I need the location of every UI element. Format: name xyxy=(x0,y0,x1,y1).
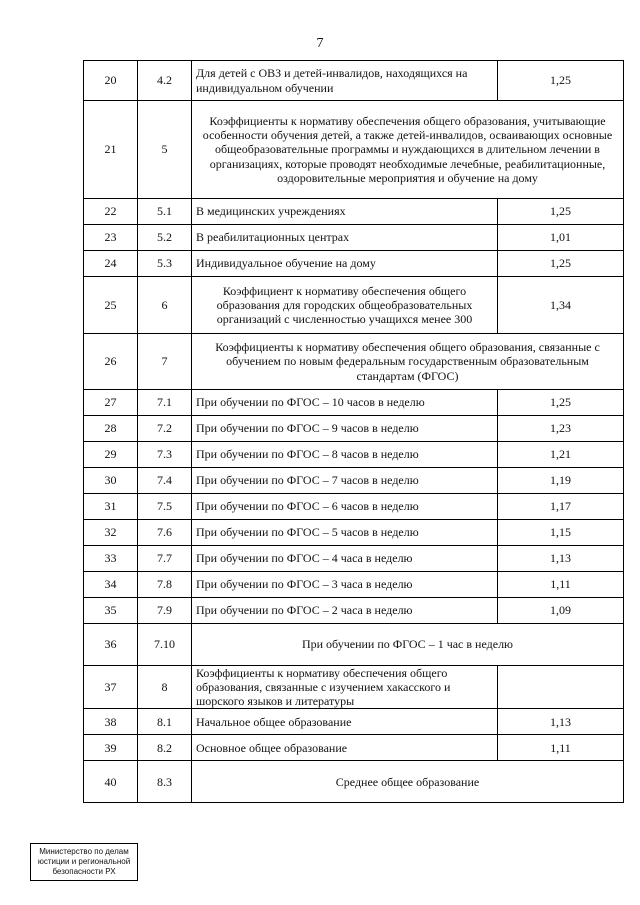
row-value: 1,11 xyxy=(498,572,624,598)
row-description: При обучении по ФГОС – 9 часов в неделю xyxy=(192,416,498,442)
row-code: 7.7 xyxy=(138,546,192,572)
table-row xyxy=(84,761,624,803)
table-row xyxy=(84,520,624,546)
row-value: 1,13 xyxy=(498,709,624,735)
row-number: 30 xyxy=(84,468,138,494)
row-description: В реабилитационных центрах xyxy=(192,225,498,251)
row-code: 8.2 xyxy=(138,735,192,761)
row-value: 1,19 xyxy=(498,468,624,494)
row-value: 1,15 xyxy=(498,520,624,546)
table-row xyxy=(84,598,624,624)
table-row xyxy=(84,735,624,761)
row-code: 7.5 xyxy=(138,494,192,520)
row-code: 4.2 xyxy=(138,61,192,101)
row-code: 7 xyxy=(138,334,192,390)
row-description: Начальное общее образование xyxy=(192,709,498,735)
row-number: 23 xyxy=(84,225,138,251)
row-value: 1,21 xyxy=(498,442,624,468)
table-row xyxy=(84,666,624,709)
row-value: 1,11 xyxy=(498,735,624,761)
table-row xyxy=(84,251,624,277)
table-row xyxy=(84,61,624,101)
row-description: Индивидуальное обучение на дому xyxy=(192,251,498,277)
row-number: 35 xyxy=(84,598,138,624)
table-row xyxy=(84,390,624,416)
row-description: Коэффициенты к нормативу обеспечения общего образования, связанные с изучением хакасского и шорского языков и литературы xyxy=(192,666,498,709)
row-code: 5.2 xyxy=(138,225,192,251)
stamp-line: безопасности РХ xyxy=(52,867,116,876)
row-description: При обучении по ФГОС – 8 часов в неделю xyxy=(192,442,498,468)
registration-stamp xyxy=(30,843,138,881)
row-value: 1,34 xyxy=(498,277,624,334)
row-number: 36 xyxy=(84,624,138,666)
row-value xyxy=(498,666,624,709)
stamp-line: Министерство по делам xyxy=(39,847,129,856)
row-code: 8 xyxy=(138,666,192,709)
row-description: При обучении по ФГОС – 2 часа в неделю xyxy=(192,598,498,624)
table-row xyxy=(84,334,624,390)
table-row xyxy=(84,442,624,468)
row-value: 1,25 xyxy=(498,251,624,277)
row-code: 5.1 xyxy=(138,199,192,225)
row-code: 7.1 xyxy=(138,390,192,416)
row-code: 7.6 xyxy=(138,520,192,546)
row-code: 5.3 xyxy=(138,251,192,277)
table-row xyxy=(84,546,624,572)
row-value: 1,01 xyxy=(498,225,624,251)
row-value: 1,25 xyxy=(498,61,624,101)
row-value: 1,09 xyxy=(498,598,624,624)
row-number: 24 xyxy=(84,251,138,277)
table-row xyxy=(84,101,624,199)
row-code: 7.2 xyxy=(138,416,192,442)
row-number: 27 xyxy=(84,390,138,416)
stamp-line: юстиции и региональной xyxy=(37,857,131,866)
row-description: В медицинских учреждениях xyxy=(192,199,498,225)
row-number: 29 xyxy=(84,442,138,468)
row-number: 31 xyxy=(84,494,138,520)
row-value: 1,17 xyxy=(498,494,624,520)
row-code: 7.9 xyxy=(138,598,192,624)
row-description: Для детей с ОВЗ и детей-инвалидов, находящихся на индивидуальном обучении xyxy=(192,61,498,101)
row-value: 1,25 xyxy=(498,199,624,225)
row-description: При обучении по ФГОС – 3 часа в неделю xyxy=(192,572,498,598)
row-number: 38 xyxy=(84,709,138,735)
row-description: При обучении по ФГОС – 7 часов в неделю xyxy=(192,468,498,494)
page-number: 7 xyxy=(316,36,324,51)
row-number: 20 xyxy=(84,61,138,101)
row-description: При обучении по ФГОС – 5 часов в неделю xyxy=(192,520,498,546)
row-number: 40 xyxy=(84,761,138,803)
row-description: При обучении по ФГОС – 10 часов в неделю xyxy=(192,390,498,416)
row-description: Коэффициент к нормативу обеспечения общего образования для городских общеобразовательных организаций с численностью учащихся менее 300 xyxy=(192,277,498,334)
table-row xyxy=(84,199,624,225)
table-row xyxy=(84,572,624,598)
table-row xyxy=(84,468,624,494)
row-value: 1,13 xyxy=(498,546,624,572)
table-row xyxy=(84,709,624,735)
row-value: 1,25 xyxy=(498,390,624,416)
row-number: 39 xyxy=(84,735,138,761)
row-number: 33 xyxy=(84,546,138,572)
row-code: 8.1 xyxy=(138,709,192,735)
table-row xyxy=(84,225,624,251)
row-description-section: Среднее общее образование xyxy=(192,761,624,803)
row-code: 7.10 xyxy=(138,624,192,666)
row-number: 34 xyxy=(84,572,138,598)
row-number: 32 xyxy=(84,520,138,546)
table-row xyxy=(84,277,624,334)
row-code: 8.3 xyxy=(138,761,192,803)
row-description: При обучении по ФГОС – 6 часов в неделю xyxy=(192,494,498,520)
row-code: 7.4 xyxy=(138,468,192,494)
row-number: 25 xyxy=(84,277,138,334)
row-code: 5 xyxy=(138,101,192,199)
row-number: 37 xyxy=(84,666,138,709)
row-description: Основное общее образование xyxy=(192,735,498,761)
table-row xyxy=(84,416,624,442)
row-code: 7.3 xyxy=(138,442,192,468)
row-description-section: При обучении по ФГОС – 1 час в неделю xyxy=(192,624,624,666)
row-number: 22 xyxy=(84,199,138,225)
row-description-section: Коэффициенты к нормативу обеспечения общего образования, связанные с обучением по новым федеральным государственным образовательным стандартам (ФГОС) xyxy=(192,334,624,390)
table-row xyxy=(84,624,624,666)
row-code: 6 xyxy=(138,277,192,334)
table-row xyxy=(84,494,624,520)
coefficients-table xyxy=(83,60,624,803)
row-description-section: Коэффициенты к нормативу обеспечения общего образования, учитывающие особенности обучения детей, а также детей-инвалидов, осваивающих основные общеобразовательные программы и нуждающихся в длительном лечении в организациях, которые проводят необходимые лечебные, реабилитационные, оздоровительные мероприятия и обучение на дому xyxy=(192,101,624,199)
row-number: 26 xyxy=(84,334,138,390)
row-number: 21 xyxy=(84,101,138,199)
row-number: 28 xyxy=(84,416,138,442)
row-value: 1,23 xyxy=(498,416,624,442)
row-description: При обучении по ФГОС – 4 часа в неделю xyxy=(192,546,498,572)
row-code: 7.8 xyxy=(138,572,192,598)
